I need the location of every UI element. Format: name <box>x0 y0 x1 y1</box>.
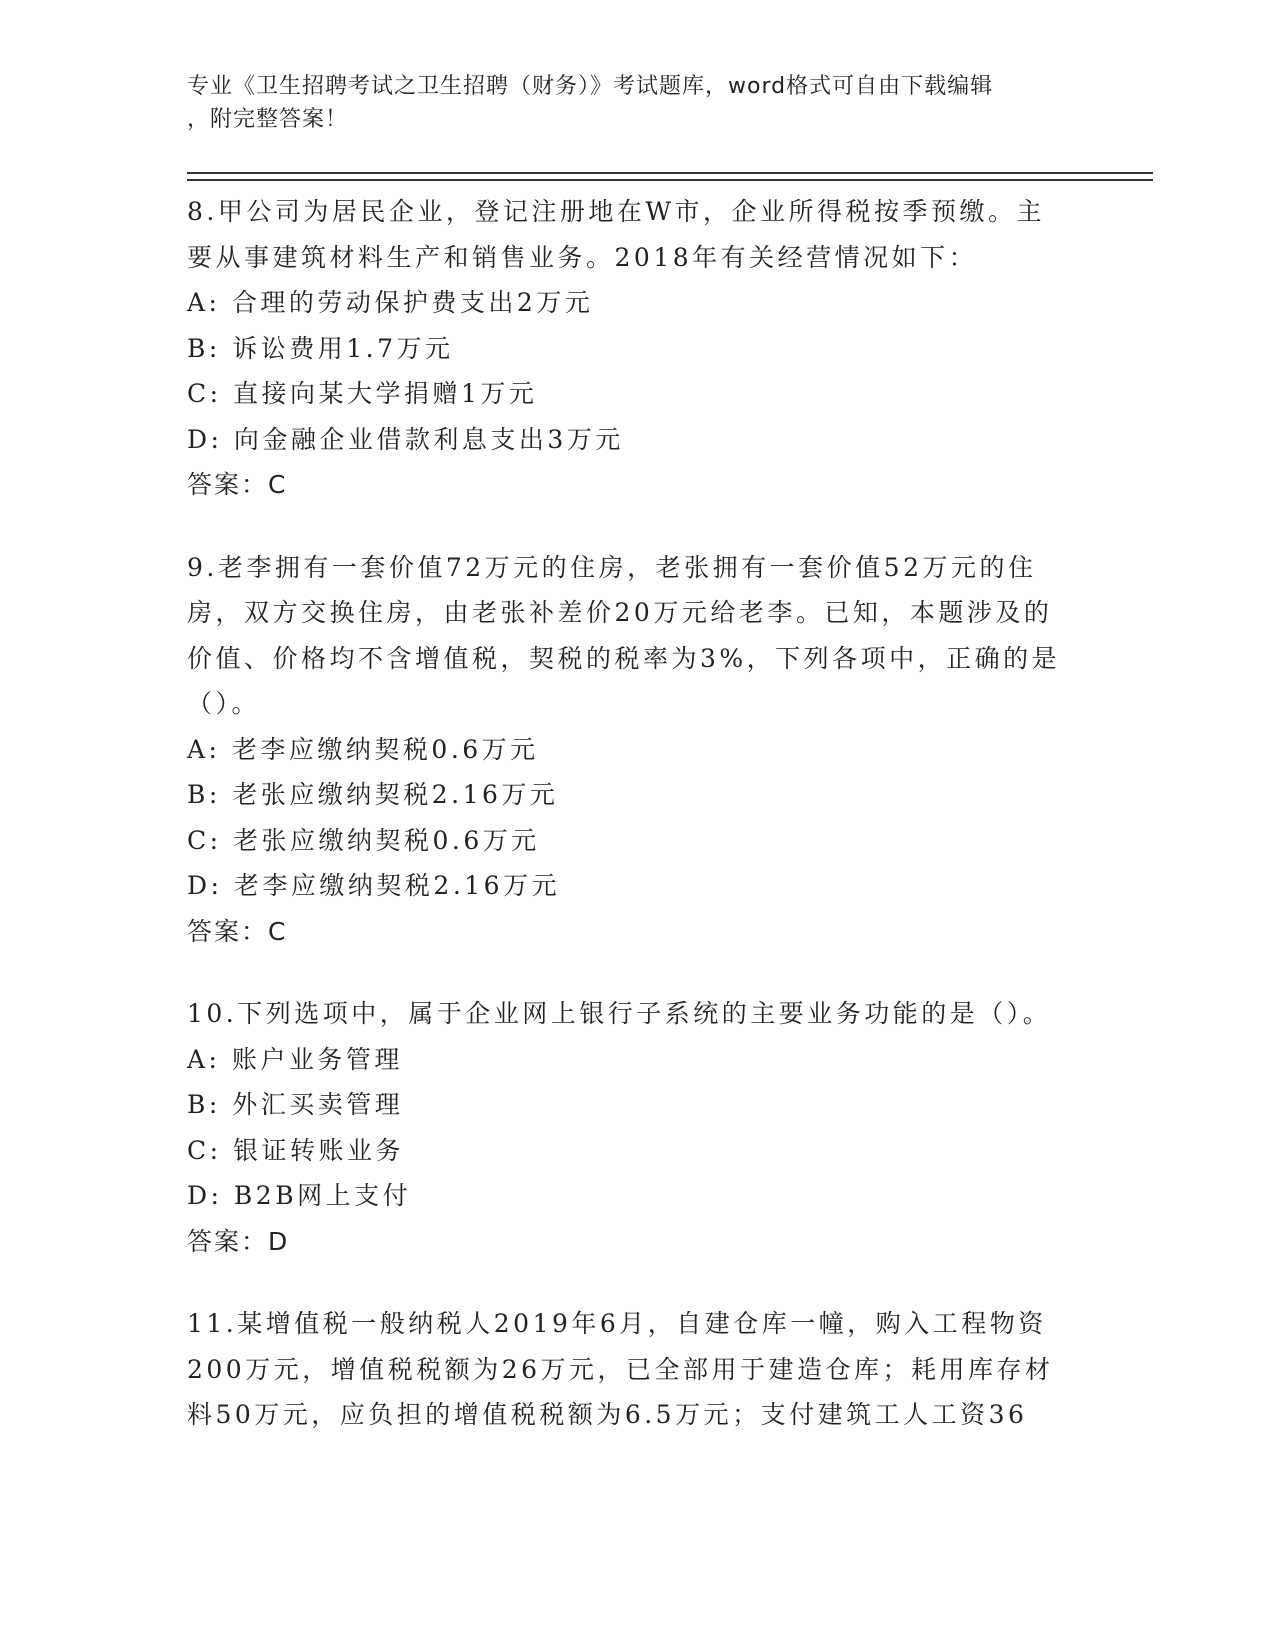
option-a: A: 合理的劳动保护费支出2万元 <box>187 288 594 317</box>
option-a: A: 老李应缴纳契税0.6万元 <box>187 734 539 764</box>
option-a: A: 账户业务管理 <box>187 1044 403 1074</box>
option-d: D: 老李应缴纳契税2.16万元 <box>187 871 561 900</box>
question-stem-line: 价值、价格均不含增值税，契税的税率为3%，下列各项中，正确的是 <box>187 643 1061 673</box>
question-stem-line: 房，双方交换住房，由老张补差价20万元给老李。已知，本题涉及的 <box>187 598 1053 627</box>
question-stem-line: 200万元，增值税税额为26万元，已全部用于建造仓库；耗用库存材 <box>187 1354 1054 1384</box>
document-header <box>187 70 1067 136</box>
question-stem-line: （）。 <box>187 689 261 718</box>
header-line-1: 专业《卫生招聘考试之卫生招聘（财务）》考试题库，word格式可自由下载编辑 <box>187 74 994 99</box>
option-d: D: B2B网上支付 <box>187 1181 412 1210</box>
question-stem-line: 11.某增值税一般纳税人2019年6月，自建仓库一幢，购入工程物资 <box>187 1309 1047 1338</box>
question-9 <box>187 545 1087 955</box>
answer-line: 答案：D <box>187 1226 290 1256</box>
option-c: C: 银证转账业务 <box>187 1135 404 1165</box>
answer-line: 答案：C <box>187 916 288 946</box>
question-stem-line: 9.老李拥有一套价值72万元的住房，老张拥有一套价值52万元的住 <box>187 552 1037 582</box>
question-stem-line: 要从事建筑材料生产和销售业务。2018年有关经营情况如下： <box>187 242 978 272</box>
option-b: B: 老张应缴纳契税2.16万元 <box>187 780 559 809</box>
option-c: C: 直接向某大学捐赠1万元 <box>187 379 538 408</box>
option-b: B: 诉讼费用1.7万元 <box>187 333 454 363</box>
option-d: D: 向金融企业借款利息支出3万元 <box>187 424 624 454</box>
option-b: B: 外汇买卖管理 <box>187 1090 404 1119</box>
question-stem-line: 8.甲公司为居民企业，登记注册地在W市，企业所得税按季预缴。主 <box>187 197 1046 226</box>
question-stem-line: 料50万元，应负担的增值税税额为6.5万元；支付建筑工人工资36 <box>187 1400 1028 1429</box>
question-list <box>187 189 1087 1475</box>
question-11 <box>187 1301 1087 1438</box>
header-line-2: ，附完整答案！ <box>187 107 349 132</box>
question-10 <box>187 991 1087 1264</box>
header-divider-top <box>187 172 1153 174</box>
header-divider-bottom <box>187 179 1153 181</box>
option-c: C: 老张应缴纳契税0.6万元 <box>187 825 540 855</box>
answer-line: 答案：C <box>187 470 288 499</box>
question-stem-line: 10.下列选项中，属于企业网上银行子系统的主要业务功能的是（）。 <box>187 999 1052 1028</box>
question-8 <box>187 189 1087 508</box>
